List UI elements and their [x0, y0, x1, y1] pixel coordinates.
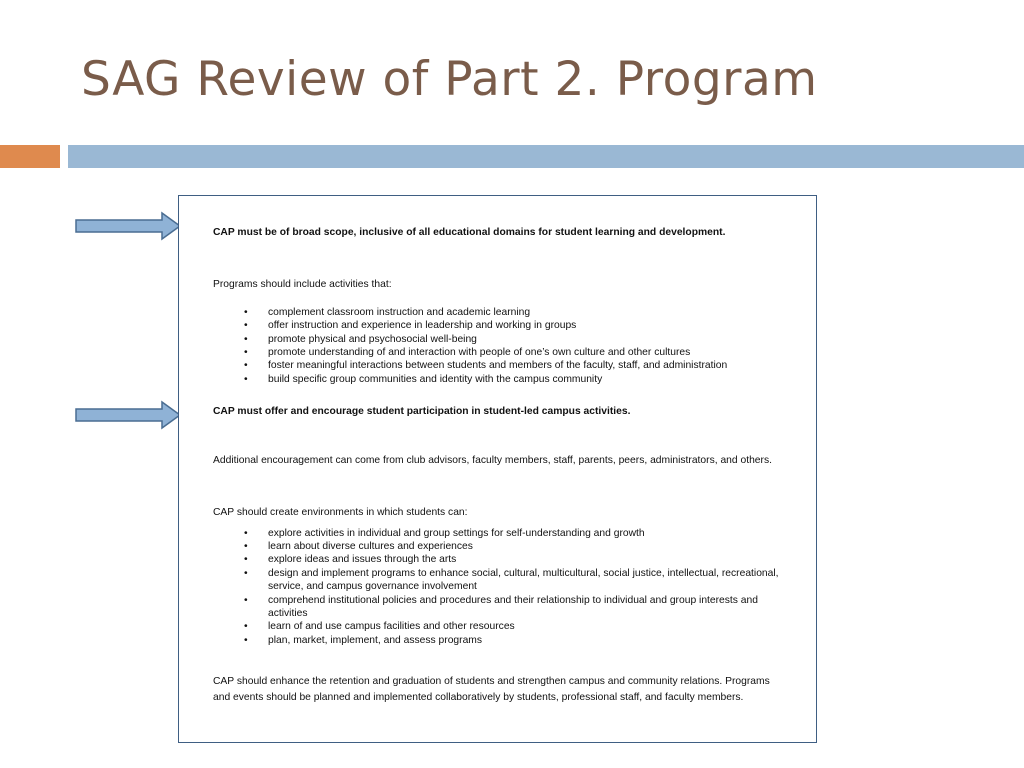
list-item: • learn about diverse cultures and experiences [213, 540, 788, 553]
list-item: • comprehend institutional policies and procedures and their relationship to individual and group interests and activities [213, 594, 788, 621]
activities-list [213, 306, 788, 386]
document-excerpt [178, 195, 817, 743]
right-arrow-icon [74, 211, 182, 241]
document-body [213, 226, 788, 705]
list-item: • build specific group communities and identity with the campus community [213, 373, 788, 386]
accent-bar-orange [0, 145, 60, 168]
encouragement-paragraph: Additional encouragement can come from club advisors, faculty members, staff, parents, peers, administrators, and others. [213, 454, 772, 466]
standard-heading-participation: CAP must offer and encourage student participation in student-led campus activities. [213, 406, 631, 418]
slide-title: SAG Review of Part 2. Program [81, 52, 818, 107]
list-item: • promote physical and psychosocial well-being [213, 333, 788, 346]
right-arrow-icon [74, 400, 182, 430]
list-item: • offer instruction and experience in leadership and working in groups [213, 319, 788, 332]
accent-bar-blue [68, 145, 1024, 168]
list-item: • design and implement programs to enhance social, cultural, multicultural, social justice, intellectual, recreational, service, and campus governance involvement [213, 567, 788, 594]
list-item: • complement classroom instruction and academic learning [213, 306, 788, 319]
programs-intro: Programs should include activities that: [213, 279, 392, 291]
environments-intro: CAP should create environments in which students can: [213, 507, 468, 519]
list-item: • explore ideas and issues through the arts [213, 553, 788, 566]
standard-heading-broad-scope: CAP must be of broad scope, inclusive of all educational domains for student learning and development. [213, 227, 726, 238]
list-item: • foster meaningful interactions between students and members of the faculty, staff, and administration [213, 359, 788, 372]
environments-list [213, 527, 788, 648]
list-item: • explore activities in individual and group settings for self-understanding and growth [213, 527, 788, 540]
list-item: • learn of and use campus facilities and other resources [213, 620, 788, 633]
list-item: • plan, market, implement, and assess programs [213, 634, 788, 647]
list-item: • promote understanding of and interaction with people of one’s own culture and other cultures [213, 346, 788, 359]
retention-paragraph: CAP should enhance the retention and graduation of students and strengthen campus and community relations. Programs and events should be planned and implemented collaboratively by students, professional staff, and faculty members. [213, 676, 770, 703]
